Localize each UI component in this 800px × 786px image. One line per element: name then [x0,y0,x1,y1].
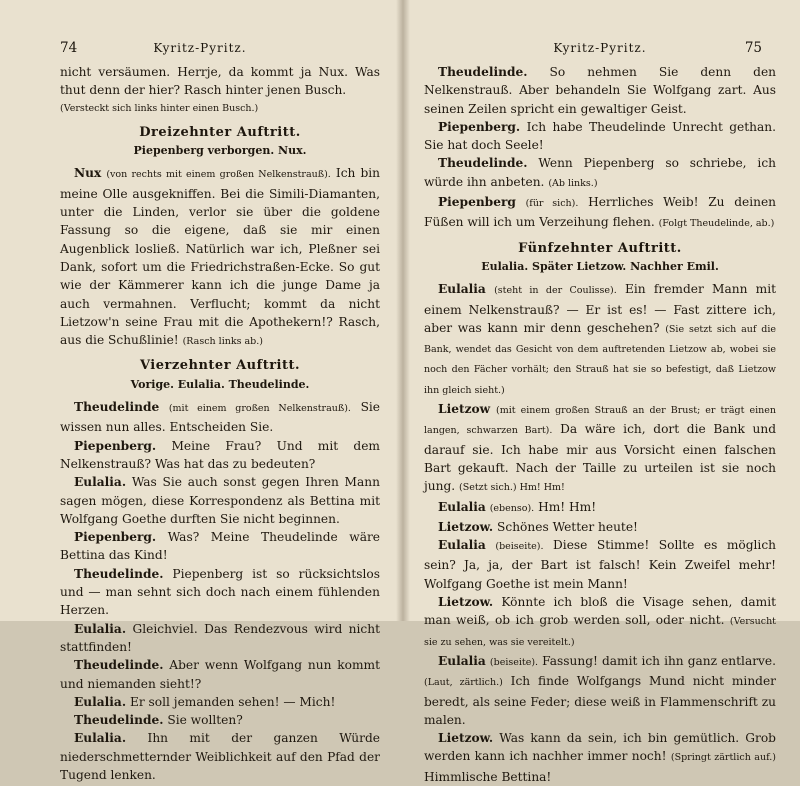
right-page-text [424,63,776,786]
dialogue-text: Meine Frau? Und mit dem Nelkenstrauß? Was hat das zu bedeuten? [60,438,380,471]
dialogue-text: Schönes Wetter heute! [497,519,638,534]
speaker-name: Piepenberg. [438,119,521,134]
dialogue-text: Gleichviel. Das Rendezvous wird nicht stattfinden! [60,621,380,654]
page-number: 75 [744,40,762,56]
dialogue-line [60,729,380,784]
stage-direction: (beiseite). [495,541,544,553]
dialogue-text: Sie wissen nun alles. Entscheiden Sie. [60,400,381,435]
dialogue-text: Sie wollten? [167,713,243,728]
right-page [400,0,800,784]
speaker-name: Lietzow [438,402,491,417]
dialogue-text: Wenn Piepenberg so schriebe, ich würde ihn anbeten. [424,156,776,189]
dialogue-line [60,711,380,729]
speaker-name: Eulalia. [74,694,127,709]
left-page-header [0,40,400,58]
dialogue-text: Himmlische Bettina! [424,769,552,784]
scene-heading: Vierzehnter Auftritt. [139,358,301,374]
dialogue-line [424,63,776,118]
speaker-name: Eulalia [438,499,486,514]
stage-direction: (mit einem großen Strauß an der Brust; er trägt einen langen, schwarzen Bart). [424,405,777,437]
speaker-name: Eulalia. [74,621,127,636]
scene-heading: Fünfzehnter Auftritt. [518,240,682,256]
dialogue-line [424,118,776,155]
dialogue-line [424,280,776,400]
dialogue-text: Aber wenn Wolfgang nun kommt und niemanden sieht!? [60,658,380,691]
stage-direction: (von rechts mit einem großen Nelkenstrauß). [106,169,331,181]
dialogue-line [424,729,776,786]
stage-direction: (mit einem großen Nelkenstrauß). [168,403,351,415]
dialogue-text: Piepenberg ist so rücksichtslos und — man sehnt sich doch nach einem fühlenden Herzen. [60,566,381,618]
dialogue-line [424,518,776,536]
speaker-name: Piepenberg. [74,438,157,453]
speaker-name: Nux [74,166,102,181]
running-head: Kyritz-Pyritz. [153,41,247,55]
running-head: Kyritz-Pyritz. [553,41,647,55]
stage-direction: (Rasch links ab.) [182,336,263,348]
stage-direction: (Setzt sich.) Hm! Hm! [459,482,565,494]
speaker-name: Piepenberg [438,195,516,210]
left-page [0,0,400,782]
speaker-name: Theudelinde. [438,156,528,171]
scene-heading: Dreizehnter Auftritt. [139,124,301,140]
page-number: 74 [60,40,78,56]
dialogue-line [60,565,380,620]
dialogue-text: Was Sie auch sonst gegen Ihren Mann sagen mögen, diese Korrespondenz als Bettina mit Wolfgang Goethe durften Sie nicht beginnen. [60,475,380,526]
scene-characters: Piepenberg verborgen. Nux. [133,144,307,158]
dialogue-text: Er soll jemanden sehen! — Mich! [129,694,336,709]
left-page-text [60,63,380,784]
dialogue-line [424,154,776,193]
stage-direction: (beiseite). [489,656,539,668]
dialogue-text: So nehmen Sie denn den Nelkenstrauß. Aber behandeln Sie Wolfgang zart. Aus seinen Zeilen spricht ein gewaltiger Geist. [424,65,777,116]
stage-direction: (Folgt Theudelinde, ab.) [658,218,775,230]
speaker-name: Eulalia [438,282,486,297]
stage-direction: (Ab links.) [548,177,598,189]
speaker-name: Eulalia. [74,475,127,490]
stage-direction: (ebenso). [489,502,535,514]
speaker-name: Lietzow. [438,731,494,746]
dialogue-text: Da wäre ich, dort die Bank und darauf sie. Ich habe mir aus Vorsicht einen falschen Bart gekauft. Nach der Taille zu urteilen ist sie noch jung. [424,422,777,494]
dialogue-text: Ich habe Theudelinde Unrecht gethan. Sie hat doch Seele! [424,119,776,153]
dialogue-text: Ihn mit der ganzen Würde niederschmetternder Weiblichkeit auf den Pfad der Tugend lenken. [60,731,380,782]
dialogue-line [424,536,776,593]
dialogue-line [424,652,776,729]
dialogue-line [60,473,380,528]
dialogue-line [60,693,380,711]
scene-characters: Eulalia. Später Lietzow. Nachher Emil. [481,259,719,273]
dialogue-text: Hm! Hm! [538,499,597,514]
speaker-name: Piepenberg. [74,530,157,545]
stage-direction: (Laut, zärtlich.) [424,677,503,689]
speaker-name: Eulalia [438,653,486,668]
dialogue-line [60,528,380,565]
speaker-name: Theudelinde. [74,658,164,673]
dialogue-line [424,193,776,234]
dialogue-text: Könnte ich bloß die Visage sehen, damit man weiß, ob ich grob werden soll, oder nicht. [424,595,776,628]
speaker-name: Theudelinde. [74,713,164,728]
dialogue-text: nicht versäumen. Herrje, da kommt ja Nux. Was thut denn der hier? Rasch hinter jenen Busch. [60,65,380,98]
stage-direction: (Sie setzt sich auf die Bank, wendet das Gesicht von dem auftretenden Lietzow ab, wobei sie noch den Fächer vorhält; den Strauß hat sie so befestigt, daß Lietzow ihn gleich sieht.) [424,323,777,396]
dialogue-line [424,593,776,652]
dialogue-text: Diese Stimme! Sollte es möglich sein? Ja, ja, der Bart ist falsch! Kein Zweifel mehr! Wolfgang Goethe ist mein Mann! [424,538,777,591]
dialogue-line [60,164,380,351]
stage-direction: (steht in der Coulisse). [494,285,617,297]
dialogue-line [60,620,380,657]
stage-direction: (für sich). [525,198,579,210]
dialogue-text: Was? Meine Theudelinde wäre Bettina das Kind! [60,530,381,563]
stage-direction: (Versucht sie zu sehen, was sie vereitelt.) [424,616,776,648]
stage-direction: (Springt zärtlich auf.) [670,752,776,764]
stage-direction: (Versteckt sich links hinter einen Busch.) [60,102,259,114]
dialogue-text: Ich bin meine Olle ausgekniffen. Bei die Simili-Diamanten, unter die Linden, verlor sie über die goldene Fassung so die eigene, daß sie mir einen Augenblick losließ. Natürlich war ich, Pleßner sei Dank, sofort um die Friedrichstraßen-Ecke. So gut wie der Kämmerer kann ich die junge Dame ja auch vermahnen. Verflucht; kommt da nicht Lietzow'n seine Frau mit die Apothekern!? Rasch, aus die Schußlinie! [60,166,380,348]
speaker-name: Theudelinde [74,400,160,415]
speaker-name: Theudelinde. [74,566,164,581]
dialogue-line [60,656,380,693]
scene-characters: Vorige. Eulalia. Theudelinde. [130,377,310,391]
dialogue-line [424,400,776,497]
dialogue-line [424,498,776,518]
dialogue-text: Was kann da sein, ich bin gemütlich. Grob werden kann ich nachher immer noch! [424,731,776,764]
dialogue-text: Herrliches Weib! Zu deinen Füßen will ich um Verzeihung flehen. [424,195,777,230]
speaker-name: Theudelinde. [438,65,528,79]
speaker-name: Eulalia. [74,731,127,746]
dialogue-text: Fassung! damit ich ihn ganz entlarve. [542,653,777,668]
dialogue-text: Ich finde Wolfgangs Mund nicht minder beredt, als seine Feder; diese weiß in Flammenschrift zu malen. [424,674,777,727]
right-page-header [400,40,800,58]
speaker-name: Lietzow. [438,595,494,610]
dialogue-line [60,398,380,437]
speaker-name: Lietzow. [438,519,494,534]
dialogue-line [60,437,380,474]
speaker-name: Eulalia [438,538,486,553]
dialogue-text: Ein fremder Mann mit einem Nelkenstrauß? — Er ist es! — Fast zittere ich, aber was kann mir denn geschehen? [424,282,777,335]
